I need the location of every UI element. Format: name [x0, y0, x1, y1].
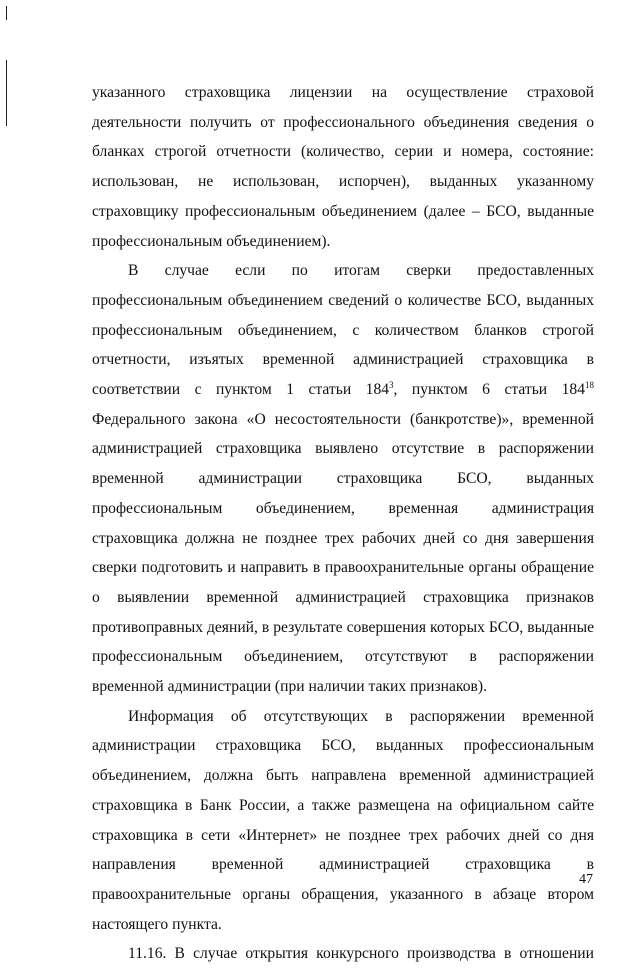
margin-mark: [6, 6, 7, 20]
paragraph-continuation: указанного страховщика лицензии на осуществление страховой деятельности получить от профессионального объединения сведения о бланках строгой отчетности (количество, серии и номера, состояние: использован, не использован, испорчен), выданных указанному страховщику профессиональным объединением (далее – БСО, выданные профессиональным объединением).: [92, 84, 594, 250]
paragraph-text: В случае если по итогам сверки предоставленных профессиональным объединением сведений о количестве БСО, выданных профессиональным объединением, с количеством бланков строгой отчетности, изъятых временной администрацией страховщика в соответствии с пунктом 1 статьи 184: [92, 262, 594, 399]
paragraph-11-16: 11.16. В случае открытия конкурсного производства в отношении: [128, 945, 594, 963]
page-number: 47: [579, 872, 593, 887]
superscript: 18: [585, 380, 594, 391]
superscript: 3: [389, 380, 394, 391]
paragraph-text: , пунктом 6 статьи 184: [393, 381, 585, 399]
document-page: [92, 78, 594, 969]
paragraph-text: Федерального закона «О несостоятельности (банкротстве)», временной администрацией страховщика выявлено отсутствие в распоряжении временной администрации страховщика БСО, выданных профессиональным объединением, временная администрация страховщика должна не позднее трех рабочих дней со дня завершения сверки подготовить и направить в правоохранительные органы обращение о выявлении временной администрацией страховщика признаков противоправных деяний, в результате совершения которых БСО, выданные профессиональным объединением, отсутствуют в распоряжении временной администрации (при наличии таких признаков).: [92, 410, 594, 696]
paragraph-information: Информация об отсутствующих в распоряжении временной администрации страховщика БСО, выданных профессиональным объединением, должна быть направлена временной администрацией страховщика в Банк России, а также размещена на официальном сайте страховщика в сети «Интернет» не позднее трех рабочих дней со дня направления временной администрацией страховщика в правоохранительные органы обращения, указанного в абзаце втором настоящего пункта.: [92, 707, 594, 933]
margin-mark: [6, 60, 7, 126]
paragraph-sverka: [92, 256, 594, 702]
